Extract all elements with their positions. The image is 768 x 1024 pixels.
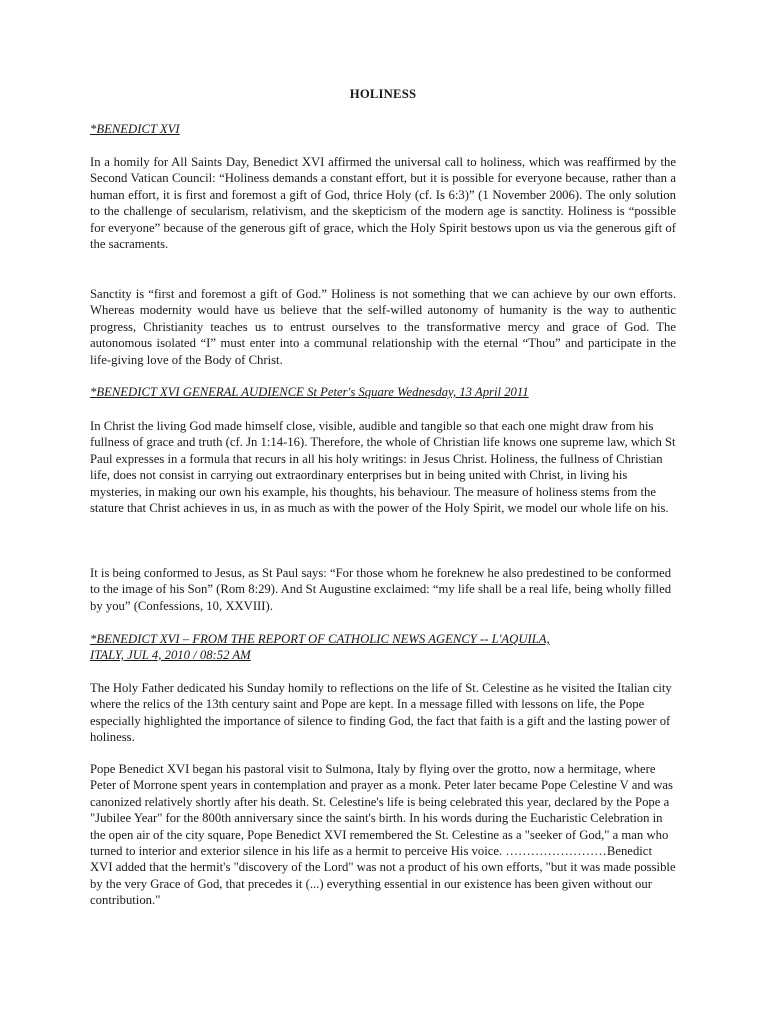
section-heading-1: *BENEDICT XVI xyxy=(90,122,180,136)
document-page xyxy=(90,0,676,1024)
paragraph-1: In a homily for All Saints Day, Benedict XVI affirmed the universal call to holiness, which was reaffirmed by the Second Vatican Council: “Holiness demands a constant effort, but it is possible for everyone because, rather than a human effort, it is first and foremost a gift of God, thrice Holy (cf. Is 6:3)” (1 November 2006). The only solution to the challenge of secularism, relativism, and the skepticism of the modern age is sanctity. Holiness is “possible for everyone” because of the generous gift of grace, which the Holy Spirit bestows upon us via the generous gift of the sacraments. xyxy=(90,155,676,252)
section-heading-2: *BENEDICT XVI GENERAL AUDIENCE St Peter's Square Wednesday, 13 April 2011 xyxy=(90,385,529,399)
section-heading-3-line-1: *BENEDICT XVI – FROM THE REPORT OF CATHOLIC NEWS AGENCY -- L'AQUILA, xyxy=(90,632,550,646)
paragraph-3: In Christ the living God made himself close, visible, audible and tangible so that each one might draw from his fullness of grace and truth (cf. Jn 1:14-16). Therefore, the whole of Christian life knows one supreme law, which St Paul expresses in a formula that recurs in all his holy writings: in Jesus Christ. Holiness, the fullness of Christian life, does not consist in carrying out extraordinary enterprises but in being united with Christ, in living his mysteries, in making our own his example, his thoughts, his behaviour. The measure of holiness stems from the stature that Christ achieves in us, in as much as with the power of the Holy Spirit, we model our whole life on his. xyxy=(90,419,676,516)
paragraph-2: Sanctity is “first and foremost a gift of God.” Holiness is not something that we can achieve by our own efforts. Whereas modernity would have us believe that the self-willed autonomy of humanity is the way to authentic progress, Christianity teaches us to entrust ourselves to the transformative mercy and grace of God. The autonomous isolated “I” must enter into a communal relationship with the eternal “Thou” and participate in the life-giving love of the Body of Christ. xyxy=(90,287,676,367)
paragraph-4: It is being conformed to Jesus, as St Paul says: “For those whom he foreknew he also predestined to be conformed to the image of his Son” (Rom 8:29). And St Augustine exclaimed: “my life shall be a real life, being wholly filled by you” (Confessions, 10, XXVIII). xyxy=(90,566,672,613)
section-heading-3-line-2: ITALY, JUL 4, 2010 / 08:52 AM xyxy=(90,648,251,662)
document-title: HOLINESS xyxy=(349,87,417,101)
paragraph-6: Pope Benedict XVI began his pastoral visit to Sulmona, Italy by flying over the grotto, now a hermitage, where Peter of Morrone spent years in contemplation and prayer as a monk. Peter later became Pope Celestine V and was canonized relatively shortly after his death. St. Celestine's life is being celebrated this year, declared by the Pope a "Jubilee Year" for the 800th anniversary since the saint's birth. In his words during the Eucharistic Celebration in the open air of the city square, Pope Benedict XVI remembered the St. Celestine as a "seeker of God," a man who turned to interior and exterior silence in his life as a hermit to perceive His voice. ……………………Benedict XVI added that the hermit's "discovery of the Lord" was not a product of his own efforts, "but it was made possible by the very Grace of God, that precedes it (...) everything essential in our existence has been given without our contribution." xyxy=(90,762,676,908)
paragraph-5: The Holy Father dedicated his Sunday homily to reflections on the life of St. Celestine as he visited the Italian city where the relics of the 13th century saint and Pope are kept. In a message filled with lessons on life, the Pope especially highlighted the importance of silence to finding God, the fact that faith is a gift and the lasting power of holiness. xyxy=(90,681,672,745)
